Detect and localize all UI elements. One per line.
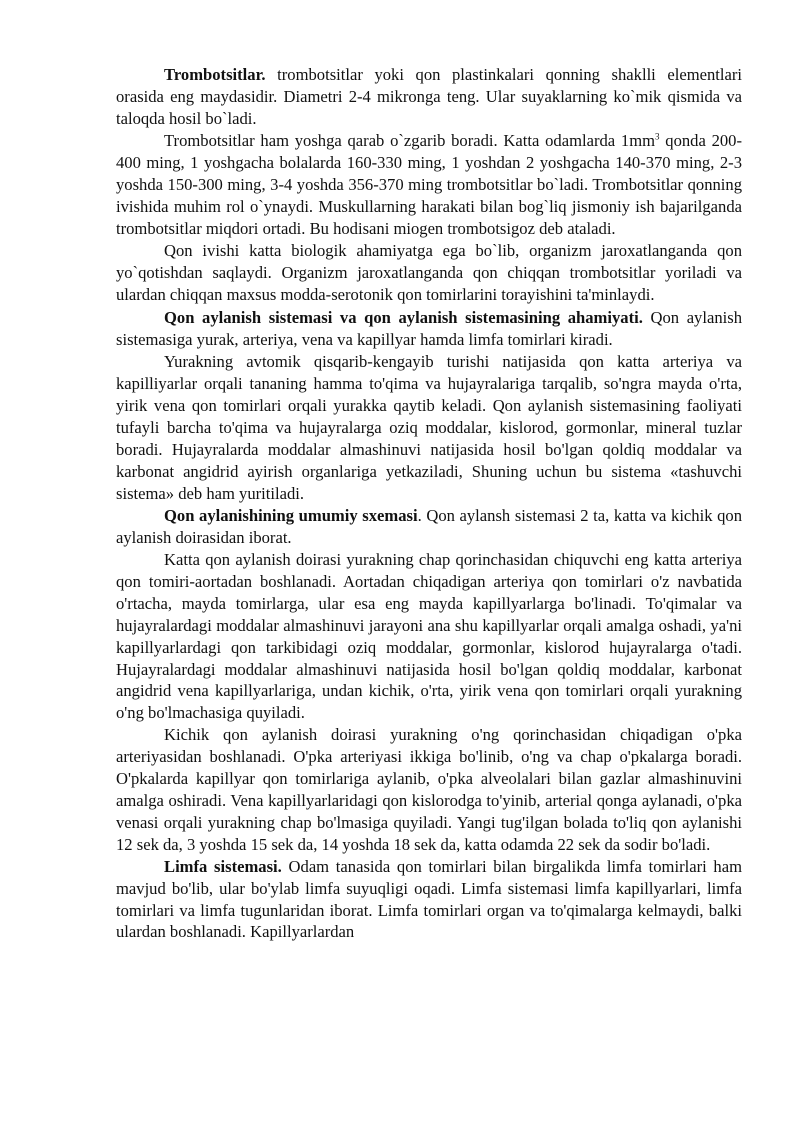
paragraph-katta-qon-aylanish [116,549,742,724]
section-heading-limfa: Limfa sistemasi. [164,856,282,876]
section-heading-umumiy-sxema: Qon aylanishining umumiy sxemasi [164,505,418,525]
document-page [116,64,742,943]
paragraph-trombotsitlar-age [116,130,742,240]
paragraph-text: Yurakning avtomik qisqarib-kengayib turishi natijasida qon katta arteriya va kapilliyarlar orqali tananing hamma to'qima va hujayralariga tarqalib, so'ngra mayda o'rta, yirik vena qon tomirlari orqali yurakka qaytib keladi. Qon aylanish sistemasining faoliyati tufayli barcha to'qima va hujayralarga oziq moddalar, kislorod, gormonlar, mineral tuzlar boradi. Hujayralarda moddalar almashinuvi natijasida hosil bo'lgan qoldiq moddalar va karbonat angidrid ayirish organlariga yetkaziladi, Shuning uchun bu sistema «tashuvchi sistema» deb ham yuritiladi. [116,351,742,503]
paragraph-text: qonda 200-400 ming, 1 yoshgacha bolalarda 160-330 ming, 1 yoshdan 2 yoshgacha 140-370 ming, 2-3 yoshda 150-300 ming, 3-4 yoshda 356-370 ming trombotsitlar bo`ladi. Trombotsitlar qonning ivishida muhim rol o`ynaydi. Muskullarning harakati bilan bog`liq jismoniy ish bajarilganda trombotsitlar miqdori ortadi. Bu hodisani miogen trombotsigoz deb ataladi. [116,131,742,239]
section-heading-trombotsitlar: Trombotsitlar. [164,65,266,84]
paragraph-yurak-avtomatik [116,351,742,505]
paragraph-umumiy-sxema [116,505,742,549]
section-heading-qon-aylanish: Qon aylanish sistemasi va qon aylanish sistemasining ahamiyati. [164,307,643,327]
paragraph-text: Katta qon aylanish doirasi yurakning chap qorinchasidan chiquvchi eng katta arteriya qon tomiri-aortadan boshlanadi. Aortadan chiqadigan arteriya qon tomirlari o'z navbatida o'rtacha, mayda tomirlarga, ular esa eng mayda kapillyarlarga bo'linadi. To'qimalar va hujayralardagi moddalar almashinuvi jarayoni ana shu kapillyarlar orqali amalga oshadi, ya'ni kapillyarlardagi qon tarkibidagi oziq moddalar, gormonlar, kislorod hujayralarga o'tadi. Hujayralardagi moddalar almashinuvi natijasida hosil bo'lgan qoldiq moddalar, karbonat angidrid vena kapillyarlariga, undan kichik, o'rta, yirik vena qon tomirlari orqali yurakning o'ng bo'lmachasiga quyiladi. [116,550,742,723]
paragraph-text: Kichik qon aylanish doirasi yurakning o'ng qorinchasidan chiqadigan o'pka arteriyasidan boshlanadi. O'pka arteriyasi ikkiga bo'linib, o'ng va chap o'pkalarga boradi. O'pkalarda kapillyar qon tomirlariga aylanib, o'pka alveolalari bilan gazlar almashinuvini amalga oshiradi. Vena kapillyarlaridagi qon kislorodga to'yinib, arterial qonga aylanadi, o'pka venasi orqali yurakning chap bo'lmasiga quyiladi. Yangi tug'ilgan bolada to'liq qon aylanishi 12 sek da, 3 yoshda 15 sek da, 14 yoshda 18 sek da, katta odamda 22 sek da sodir bo'ladi. [116,725,742,854]
paragraph-text: Trombotsitlar ham yoshga qarab o`zgarib boradi. Katta odamlarda 1mm [164,131,656,151]
paragraph-text: . Qon aylansh sistemasi 2 ta, katta va kichik qon aylanish doirasidan iborat. [116,505,742,547]
superscript-cubed: 3 [655,131,660,142]
paragraph-text: trombotsitlar yoki qon plastinkalari qonning shaklli elementlari orasida eng maydasidir. Diametri 2-4 mikronga teng. Ular suyaklarning ko`mik qismida va taloqda hosil bo`ladi. [116,65,742,129]
paragraph-text: Odam tanasida qon tomirlari bilan birgalikda limfa tomirlari ham mavjud bo'lib, ular bo'ylab limfa suyuqligi oqadi. Limfa sistemasi limfa kapillyarlari, limfa tomirlari va limfa tugunlaridan iborat. Limfa tomirlari organ va to'qimalarga kelmaydi, balki ulardan boshlanadi. Kapillyarlardan [116,856,742,942]
paragraph-qon-ivishi [116,240,742,306]
paragraph-text: Qon ivishi katta biologik ahamiyatga ega bo`lib, organizm jaroxatlanganda qon yo`qotishdan saqlaydi. Organizm jaroxatlanganda qon chiqqan trombotsitlar yoriladi va ulardan chiqqan maxsus modda-serotonik qon tomirlarini torayishini ta'minlaydi. [116,241,742,305]
paragraph-limfa-sistemasi [116,856,742,944]
paragraph-kichik-qon-aylanish [116,724,742,855]
paragraph-trombotsitlar [116,64,742,130]
paragraph-qon-aylanish-sistemasi [116,307,742,351]
paragraph-text: Qon aylanish sistemasiga yurak, arteriya, vena va kapillyar hamda limfa tomirlari kiradi. [116,307,742,349]
